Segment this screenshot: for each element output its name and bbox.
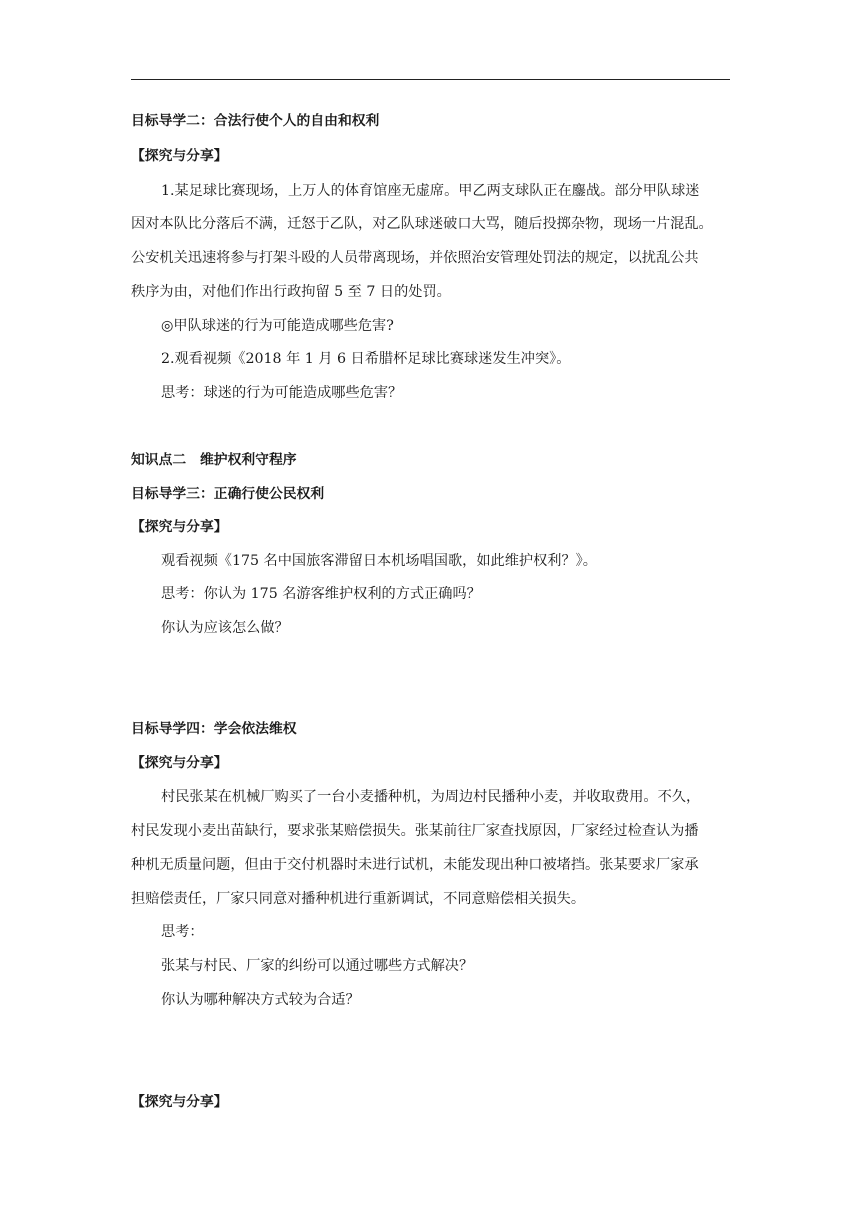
goal4-think-q1: 张某与村民、厂家的纠纷可以通过哪些方式解决？ [161,958,474,974]
goal4-title: 目标导学四：学会依法维权 [131,721,297,737]
goal2-case1-line3: 公安机关迅速将参与打架斗殴的人员带离现场，并依照治安管理处罚法的规定，以扰乱公共 [131,250,699,266]
goal2-case1-line2: 因对本队比分落后不满，迁怒于乙队，对乙队球迷破口大骂，随后投掷杂物，现场一片混乱。 [131,216,713,232]
goal2-explore-heading: 【探究与分享】 [131,148,228,164]
header-rule [131,79,730,80]
goal4-think-q2: 你认为哪种解决方式较为合适？ [161,992,360,1008]
goal3-explore-heading: 【探究与分享】 [131,519,228,535]
goal4-think-label: 思考： [161,924,204,940]
goal2-case1-line4: 秩序为由，对他们作出行政拘留 5 至 7 日的处罚。 [131,284,451,300]
goal3-title: 目标导学三：正确行使公民权利 [131,486,325,502]
goal2-think: 思考：球迷的行为可能造成哪些危害？ [161,385,403,401]
goal2-question1: ◎甲队球迷的行为可能造成哪些危害? [161,318,394,334]
goal4-case-line1: 村民张某在机械厂购买了一台小麦播种机，为周边村民播种小麦，并收取费用。不久， [161,789,701,805]
knowledge2-title: 知识点二 维护权利守程序 [131,452,297,468]
goal4-case-line4: 担赔偿责任，厂家只同意对播种机进行重新调试，不同意赔偿相关损失。 [131,891,586,907]
goal4-case-line3: 种机无质量问题，但由于交付机器时未进行试机，未能发现出种口被堵挡。张某要求厂家承 [131,857,699,873]
goal2-case1-line1: 1.某足球比赛现场，上万人的体育馆座无虚席。甲乙两支球队正在鏖战。部分甲队球迷 [161,183,700,199]
goal3-think2: 你认为应该怎么做？ [161,620,289,636]
goal4-case-line2: 村民发现小麦出苗缺行，要求张某赔偿损失。张某前往厂家查找原因，厂家经过检查认为播 [131,823,699,839]
goal3-video: 观看视频《175 名中国旅客滞留日本机场唱国歌，如此维护权利？》。 [161,553,597,569]
goal3-think: 思考：你认为 175 名游客维护权利的方式正确吗？ [161,586,481,602]
goal2-case2: 2.观看视频《2018 年 1 月 6 日希腊杯足球比赛球迷发生冲突》。 [161,351,571,367]
goal4-explore-heading: 【探究与分享】 [131,755,228,771]
goal2-title: 目标导学二：合法行使个人的自由和权利 [131,113,380,129]
final-explore-heading: 【探究与分享】 [131,1094,228,1110]
